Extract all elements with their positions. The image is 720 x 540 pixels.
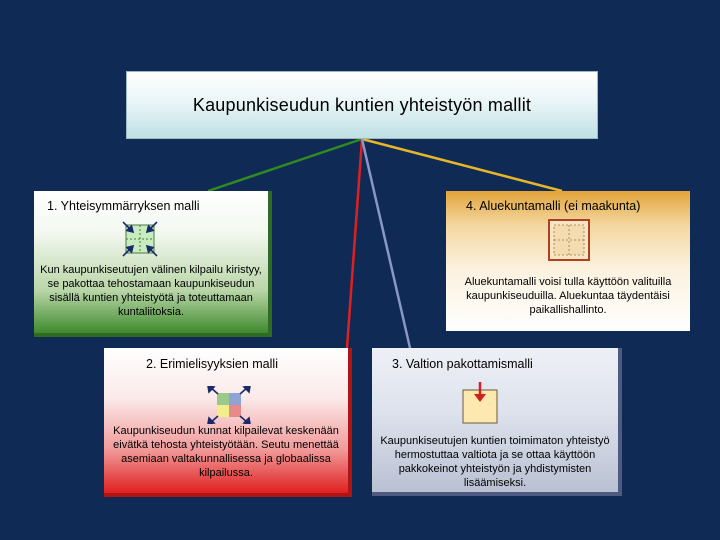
diverging-arrows-icon <box>206 386 252 424</box>
diagram-title-box <box>126 71 598 139</box>
diagram-title: Kaupunkiseudun kuntien yhteistyön mallit <box>192 94 532 115</box>
model-2-box <box>104 348 352 497</box>
model-1-box <box>34 191 272 337</box>
model-3-heading: 3. Valtion pakottamismalli <box>392 357 533 371</box>
connector-to-model-2 <box>347 139 362 348</box>
connector-to-model-4 <box>362 139 562 191</box>
model-4-box <box>446 191 690 331</box>
model-2-heading: 2. Erimielisyyksien malli <box>146 357 278 371</box>
model-2-description: Kaupunkiseudun kunnat kilpailevat keskenään eivätkä tehosta yhteistyötään. Seutu menettää asemiaan valtakunnallisessa ja globaalissa kilpailussa. <box>113 425 339 479</box>
model-4-heading: 4. Aluekuntamalli (ei maakunta) <box>466 199 641 213</box>
converging-arrows-icon <box>122 221 158 257</box>
model-3-description: Kaupunkiseutujen kuntien toimimaton yhteistyö hermostuttaa valtiota ja se ottaa käyttöön pakkokeinot yhteistyön ja yhdistymisten lisäämiseksi. <box>380 435 610 489</box>
connector-to-model-1 <box>208 139 362 191</box>
model-1-heading: 1. Yhteisymmärryksen malli <box>47 199 200 213</box>
model-1-description: Kun kaupunkiseutujen välinen kilpailu kiristyy, se pakottaa tehostamaan kaupunkiseudun sisällä kuntien yhteistyötä ja toteuttamaan kuntaliitoksia. <box>40 264 262 318</box>
state-coercion-icon <box>462 382 498 424</box>
regional-municipality-icon <box>548 219 590 261</box>
connector-to-model-3 <box>362 139 410 348</box>
model-3-box <box>372 348 622 496</box>
model-4-description: Aluekuntamalli voisi tulla käyttöön valituilla kaupunkiseuduilla. Aluekuntaa täydentäisi paikallishallinto. <box>464 276 672 316</box>
